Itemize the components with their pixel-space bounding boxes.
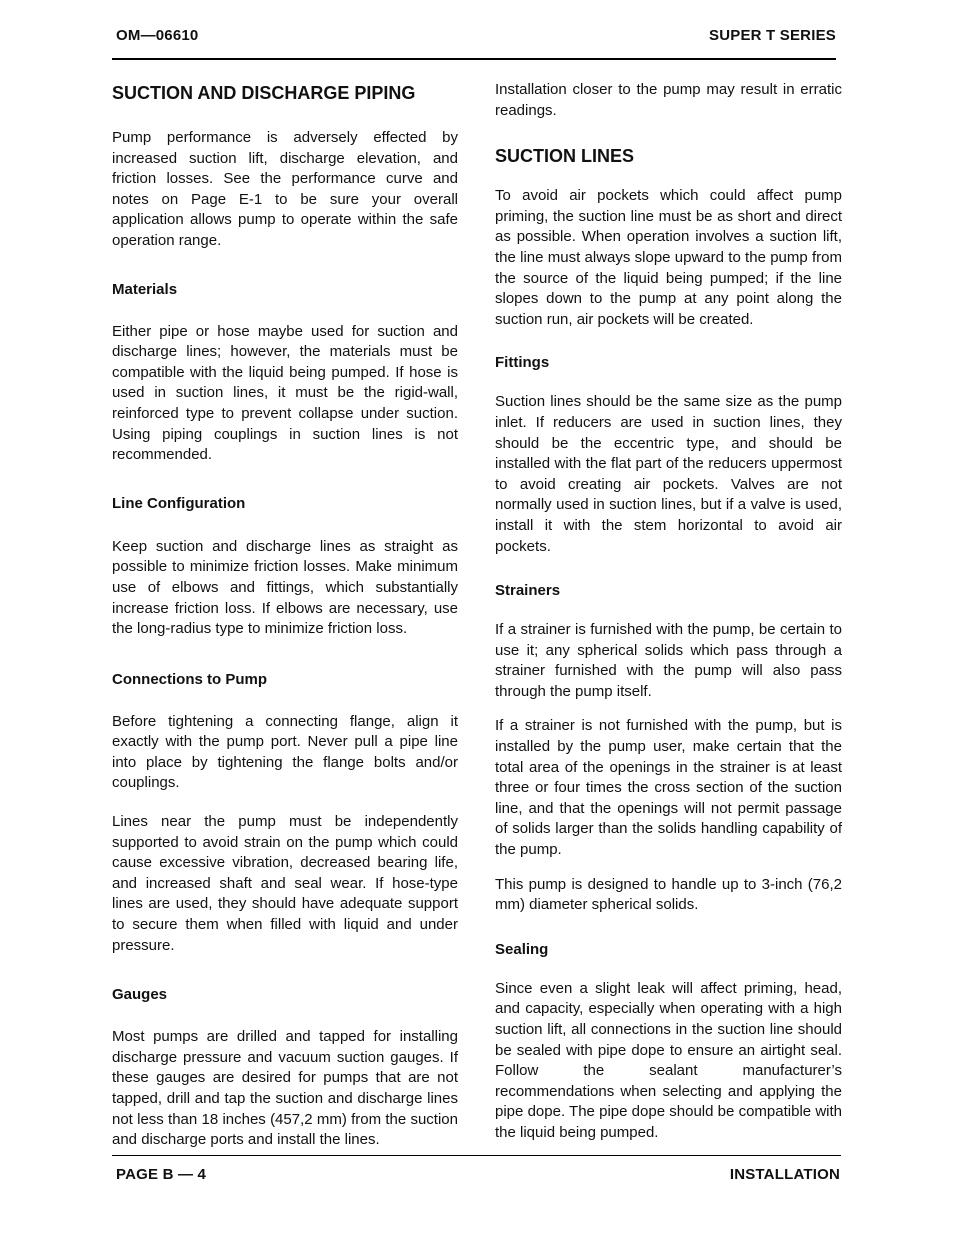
sealing-heading: Sealing xyxy=(495,940,549,958)
fittings-paragraph: Suction lines should be the same size as the pump inlet. If reducers are used in suction lines, they should be the eccentric type, and should be installed with the flat part of the reducers uppermost to avoid creating air pockets. Valves are not normally used in suction lines, but if a valve is used, install it with the stem horizontal to avoid air pockets. xyxy=(495,393,842,555)
document-number: OM—06610 xyxy=(116,27,199,44)
page-number: PAGE B — 4 xyxy=(116,1166,207,1183)
connections-heading: Connections to Pump xyxy=(112,670,267,688)
gauges-heading: Gauges xyxy=(112,986,168,1004)
intro-paragraph: Pump performance is adversely effected by increased suction lift, discharge elevation, and friction losses. See the performance curve and notes on Page E-1 to be sure your overall application allows pump to operate within the safe operation range. xyxy=(112,129,458,249)
connections-paragraph-2: Lines near the pump must be independently supported to avoid strain on the pump which could cause excessive vibration, decreased bearing life, and increased shaft and seal wear. If hose-type lines are used, they should have adequate support to secure them when filled with liquid and under pressure. xyxy=(112,813,458,954)
footer-rule xyxy=(112,1155,841,1156)
left-column xyxy=(112,80,458,1151)
materials-heading: Materials xyxy=(112,280,178,298)
series-title: SUPER T SERIES xyxy=(709,27,836,44)
sealing-paragraph: Since even a slight leak will affect priming, head, and capacity, especially when operating with a high suction lift, all connections in the suction line should be sealed with pipe dope to ensure an airtight seal. Follow the sealant manufacturer’s recommendations when selecting and applying the pipe dope. The pipe dope should be compatible with the liquid being pumped. xyxy=(495,979,842,1141)
line-configuration-paragraph: Keep suction and discharge lines as straight as possible to minimize friction losses. Make minimum use of elbows and fittings, which substantially increase friction loss. If elbows are necessary, use the long-radius type to minimize friction loss. xyxy=(112,537,458,638)
section-name: INSTALLATION xyxy=(729,1166,840,1183)
section-title-suction-discharge: SUCTION AND DISCHARGE PIPING xyxy=(112,83,416,103)
strainers-paragraph-3: This pump is designed to handle up to 3-inch (76,2 mm) diameter spherical solids. xyxy=(495,875,842,914)
suction-lines-paragraph: To avoid air pockets which could affect pump priming, the suction line must be as short and direct as possible. When operation involves a suction lift, the line must always slope upward to the pump from the source of the liquid being pumped; if the line slopes down to the pump at any point along the suction run, air pockets will be created. xyxy=(495,187,842,328)
materials-paragraph: Either pipe or hose maybe used for suction and discharge lines; however, the materials must be compatible with the liquid being pumped. If hose is used in suction lines, it must be the rigid-wall, reinforced type to prevent collapse under suction. Using piping couplings in suction lines is not recommended. xyxy=(112,322,458,464)
header-rule xyxy=(112,58,836,60)
fittings-heading: Fittings xyxy=(495,354,550,372)
strainers-paragraph-1: If a strainer is furnished with the pump, be certain to use it; any spherical solids which pass through a strainer furnished with the pump will also pass through the pump itself. xyxy=(495,621,842,700)
section-title-suction-lines: SUCTION LINES xyxy=(495,146,635,167)
strainers-paragraph-2: If a strainer is not furnished with the pump, but is installed by the pump user, make certain that the total area of the openings in the strainer is at least three or four times the cross section of the suction line, and that the openings will not permit passage of solids larger than the solids handling capability of the pump. xyxy=(495,717,842,859)
line-configuration-heading: Line Configuration xyxy=(112,494,246,512)
right-column xyxy=(495,80,842,1144)
gauges-paragraph: Most pumps are drilled and tapped for installing discharge pressure and vacuum suction gauges. If these gauges are desired for pumps that are not tapped, drill and tap the suction and discharge lines not less than 18 inches (457,2 mm) from the suction and discharge ports and install the lines. xyxy=(112,1028,458,1149)
strainers-heading: Strainers xyxy=(495,582,561,600)
gauges-continued-paragraph: Installation closer to the pump may result in erratic readings. xyxy=(495,81,842,119)
connections-paragraph-1: Before tightening a connecting flange, align it exactly with the pump port. Never pull a pipe line into place by tightening the flange bolts and/or couplings. xyxy=(112,712,458,792)
